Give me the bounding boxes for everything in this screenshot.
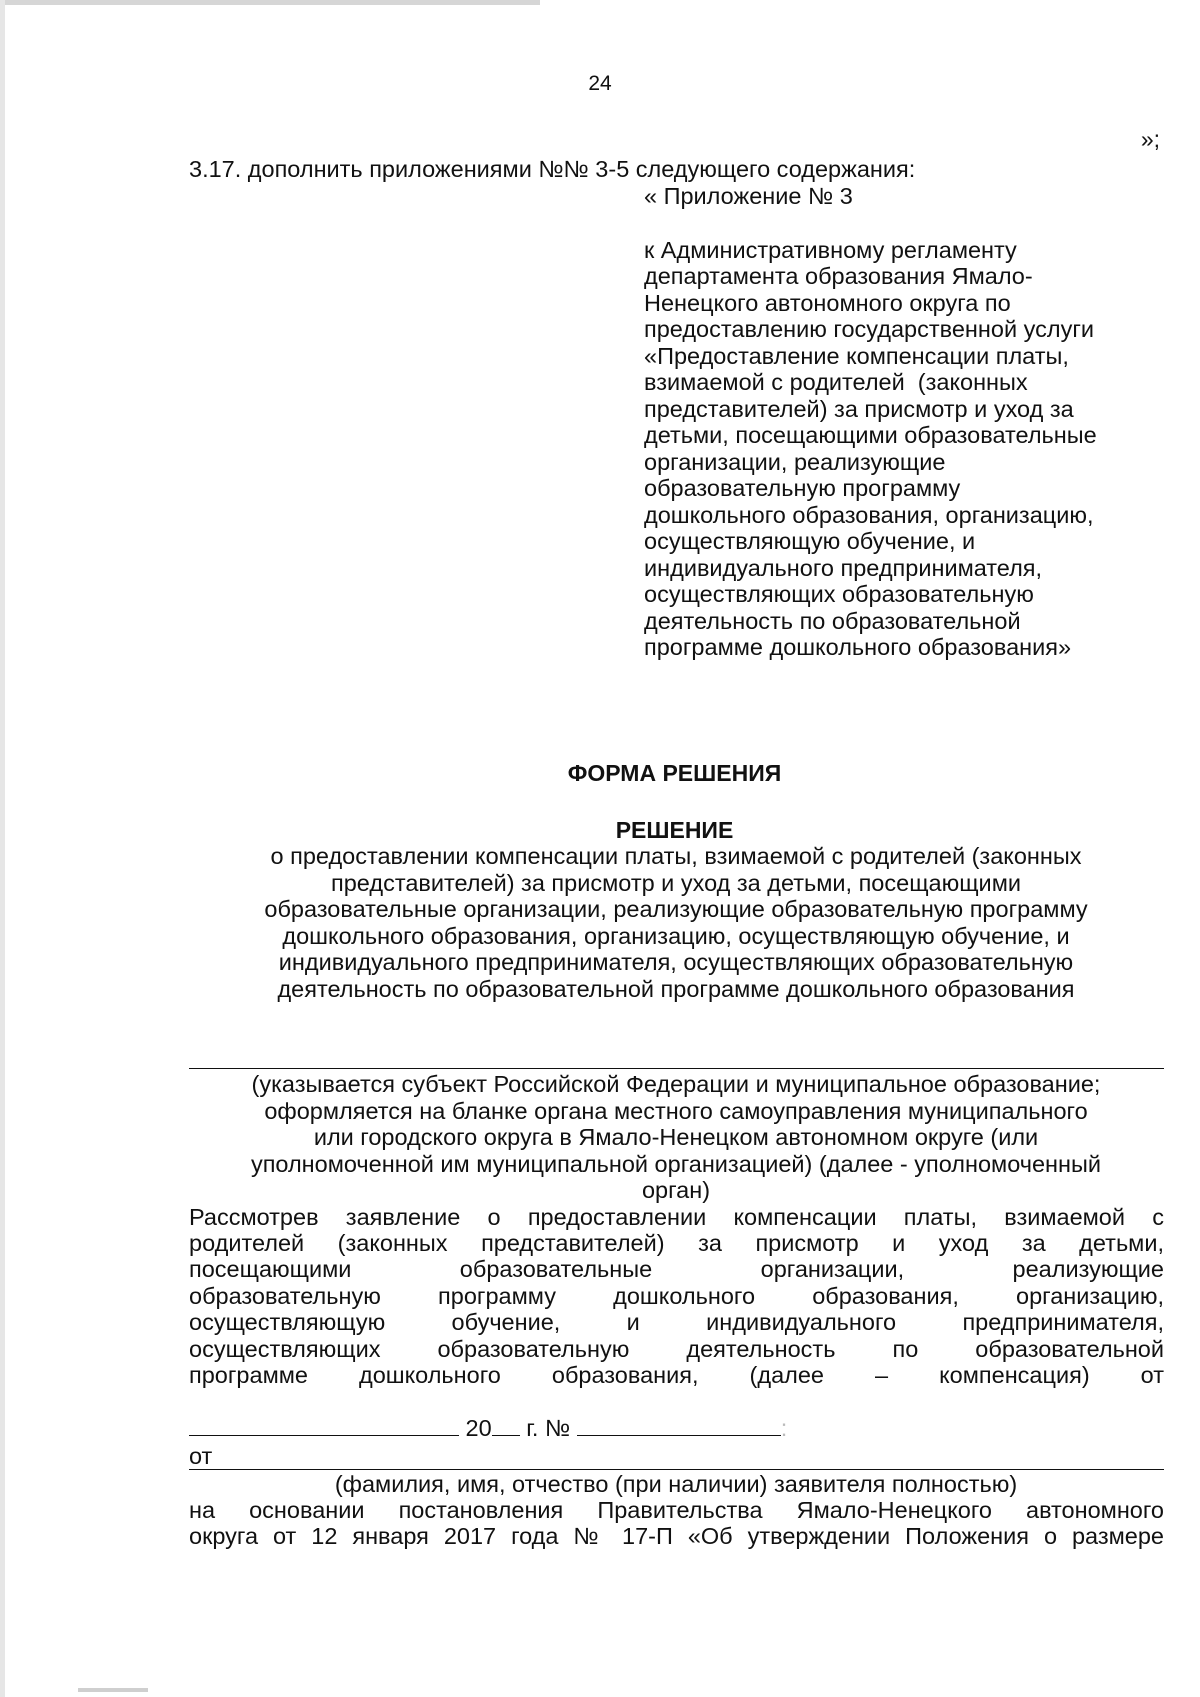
- body-line: программе дошкольного образования, (далее – компенсация) от: [189, 1362, 1164, 1388]
- subtitle-line: дошкольного образования, организацию, осуществляющую обучение, и: [282, 922, 1070, 949]
- appendix-line: дошкольного образования, организацию,: [644, 501, 1094, 528]
- appendix-line: осуществляющую обучение, и: [644, 528, 976, 554]
- authority-fill-line: [189, 1068, 1164, 1069]
- scan-edge: [0, 0, 540, 5]
- appendix-line: осуществляющих образовательную: [644, 581, 1034, 607]
- appendix-line: представителей) за присмотр и уход за: [644, 395, 1074, 422]
- authority-note: [190, 1071, 1162, 1204]
- appendix-line: организации, реализующие: [644, 448, 946, 475]
- scan-artifact: [78, 1688, 148, 1692]
- subtitle-line: деятельность по образовательной программе дошкольного образования: [277, 975, 1075, 1002]
- appendix-line: департамента образования Ямало-: [644, 263, 1033, 289]
- appendix-heading: « Приложение № 3: [644, 183, 853, 209]
- appendix-line: индивидуального предпринимателя,: [644, 554, 1043, 581]
- year-blank[interactable]: [492, 1415, 520, 1436]
- line-end: :: [780, 1415, 788, 1441]
- body-line: образовательную программу дошкольного образования, организацию,: [189, 1283, 1164, 1309]
- tail-line: округа от 12 января 2017 года № 17-П «Об утверждении Положения о размере: [189, 1523, 1164, 1549]
- body-line: осуществляющую обучение, и индивидуального предпринимателя,: [189, 1309, 1164, 1335]
- subtitle-line: о предоставлении компенсации платы, взимаемой с родителей (законных: [270, 843, 1082, 869]
- body-line: осуществляющих образовательную деятельность по образовательной: [189, 1336, 1164, 1362]
- appendix-line: Ненецкого автономного округа по: [644, 289, 1011, 316]
- note-line: (указывается субъект Российской Федерации и муниципальное образование;: [251, 1071, 1101, 1097]
- appendix-line: образовательную программу: [644, 475, 961, 501]
- appendix-line: деятельность по образовательной: [644, 607, 1021, 634]
- note-line: уполномоченной им муниципальной организацией) (далее - уполномоченный: [250, 1150, 1102, 1177]
- note-line: оформляется на бланке органа местного самоуправления муниципального: [264, 1097, 1088, 1124]
- appendix-line: к Административному регламенту: [644, 236, 1017, 263]
- body-line: посещающими образовательные организации, реализующие: [189, 1256, 1164, 1282]
- note-line: орган): [641, 1177, 711, 1203]
- appendix-line: «Предоставление компенсации платы,: [644, 342, 1069, 369]
- appendix-line: взимаемой с родителей (законных: [644, 369, 1028, 395]
- appendix-line: предоставлению государственной услуги: [644, 316, 1095, 342]
- form-title: ФОРМА РЕШЕНИЯ: [567, 760, 782, 786]
- subtitle-line: представителей) за присмотр и уход за детьми, посещающими: [331, 869, 1021, 896]
- body-line: Рассмотрев заявление о предоставлении компенсации платы, взимаемой с: [189, 1204, 1164, 1230]
- closing-quote: »;: [1140, 126, 1160, 152]
- note-line: или городского округа в Ямало-Ненецком автономном округе (или: [313, 1124, 1039, 1150]
- application-date-line: [189, 1415, 787, 1442]
- applicant-note: (фамилия, имя, отчество (при наличии) заявителя полностью): [334, 1471, 1018, 1497]
- decision-title: РЕШЕНИЕ: [615, 817, 734, 843]
- date-blank[interactable]: [189, 1415, 459, 1436]
- applicant-fill-line: [189, 1469, 1164, 1470]
- appendix-line: программе дошкольного образования»: [644, 634, 1072, 660]
- number-label: г. №: [519, 1415, 571, 1441]
- from-label: от: [189, 1443, 213, 1469]
- appendix-header: [644, 183, 1164, 661]
- tail-line: на основании постановления Правительства Ямало-Ненецкого автономного: [189, 1497, 1164, 1523]
- subtitle-line: образовательные организации, реализующие образовательную программу: [264, 896, 1088, 922]
- subtitle-line: индивидуального предпринимателя, осуществляющих образовательную: [278, 949, 1074, 975]
- page-number: 24: [588, 72, 612, 95]
- year-prefix: 20: [465, 1415, 492, 1441]
- number-blank[interactable]: [577, 1415, 781, 1436]
- appendix-line: детьми, посещающими образовательные: [644, 422, 1097, 448]
- body-line: родителей (законных представителей) за присмотр и уход за детьми,: [189, 1230, 1164, 1256]
- scan-edge-left: [0, 0, 5, 1697]
- decision-subtitle: [190, 843, 1162, 1002]
- amendment-intro: 3.17. дополнить приложениями №№ 3-5 следующего содержания:: [189, 156, 916, 182]
